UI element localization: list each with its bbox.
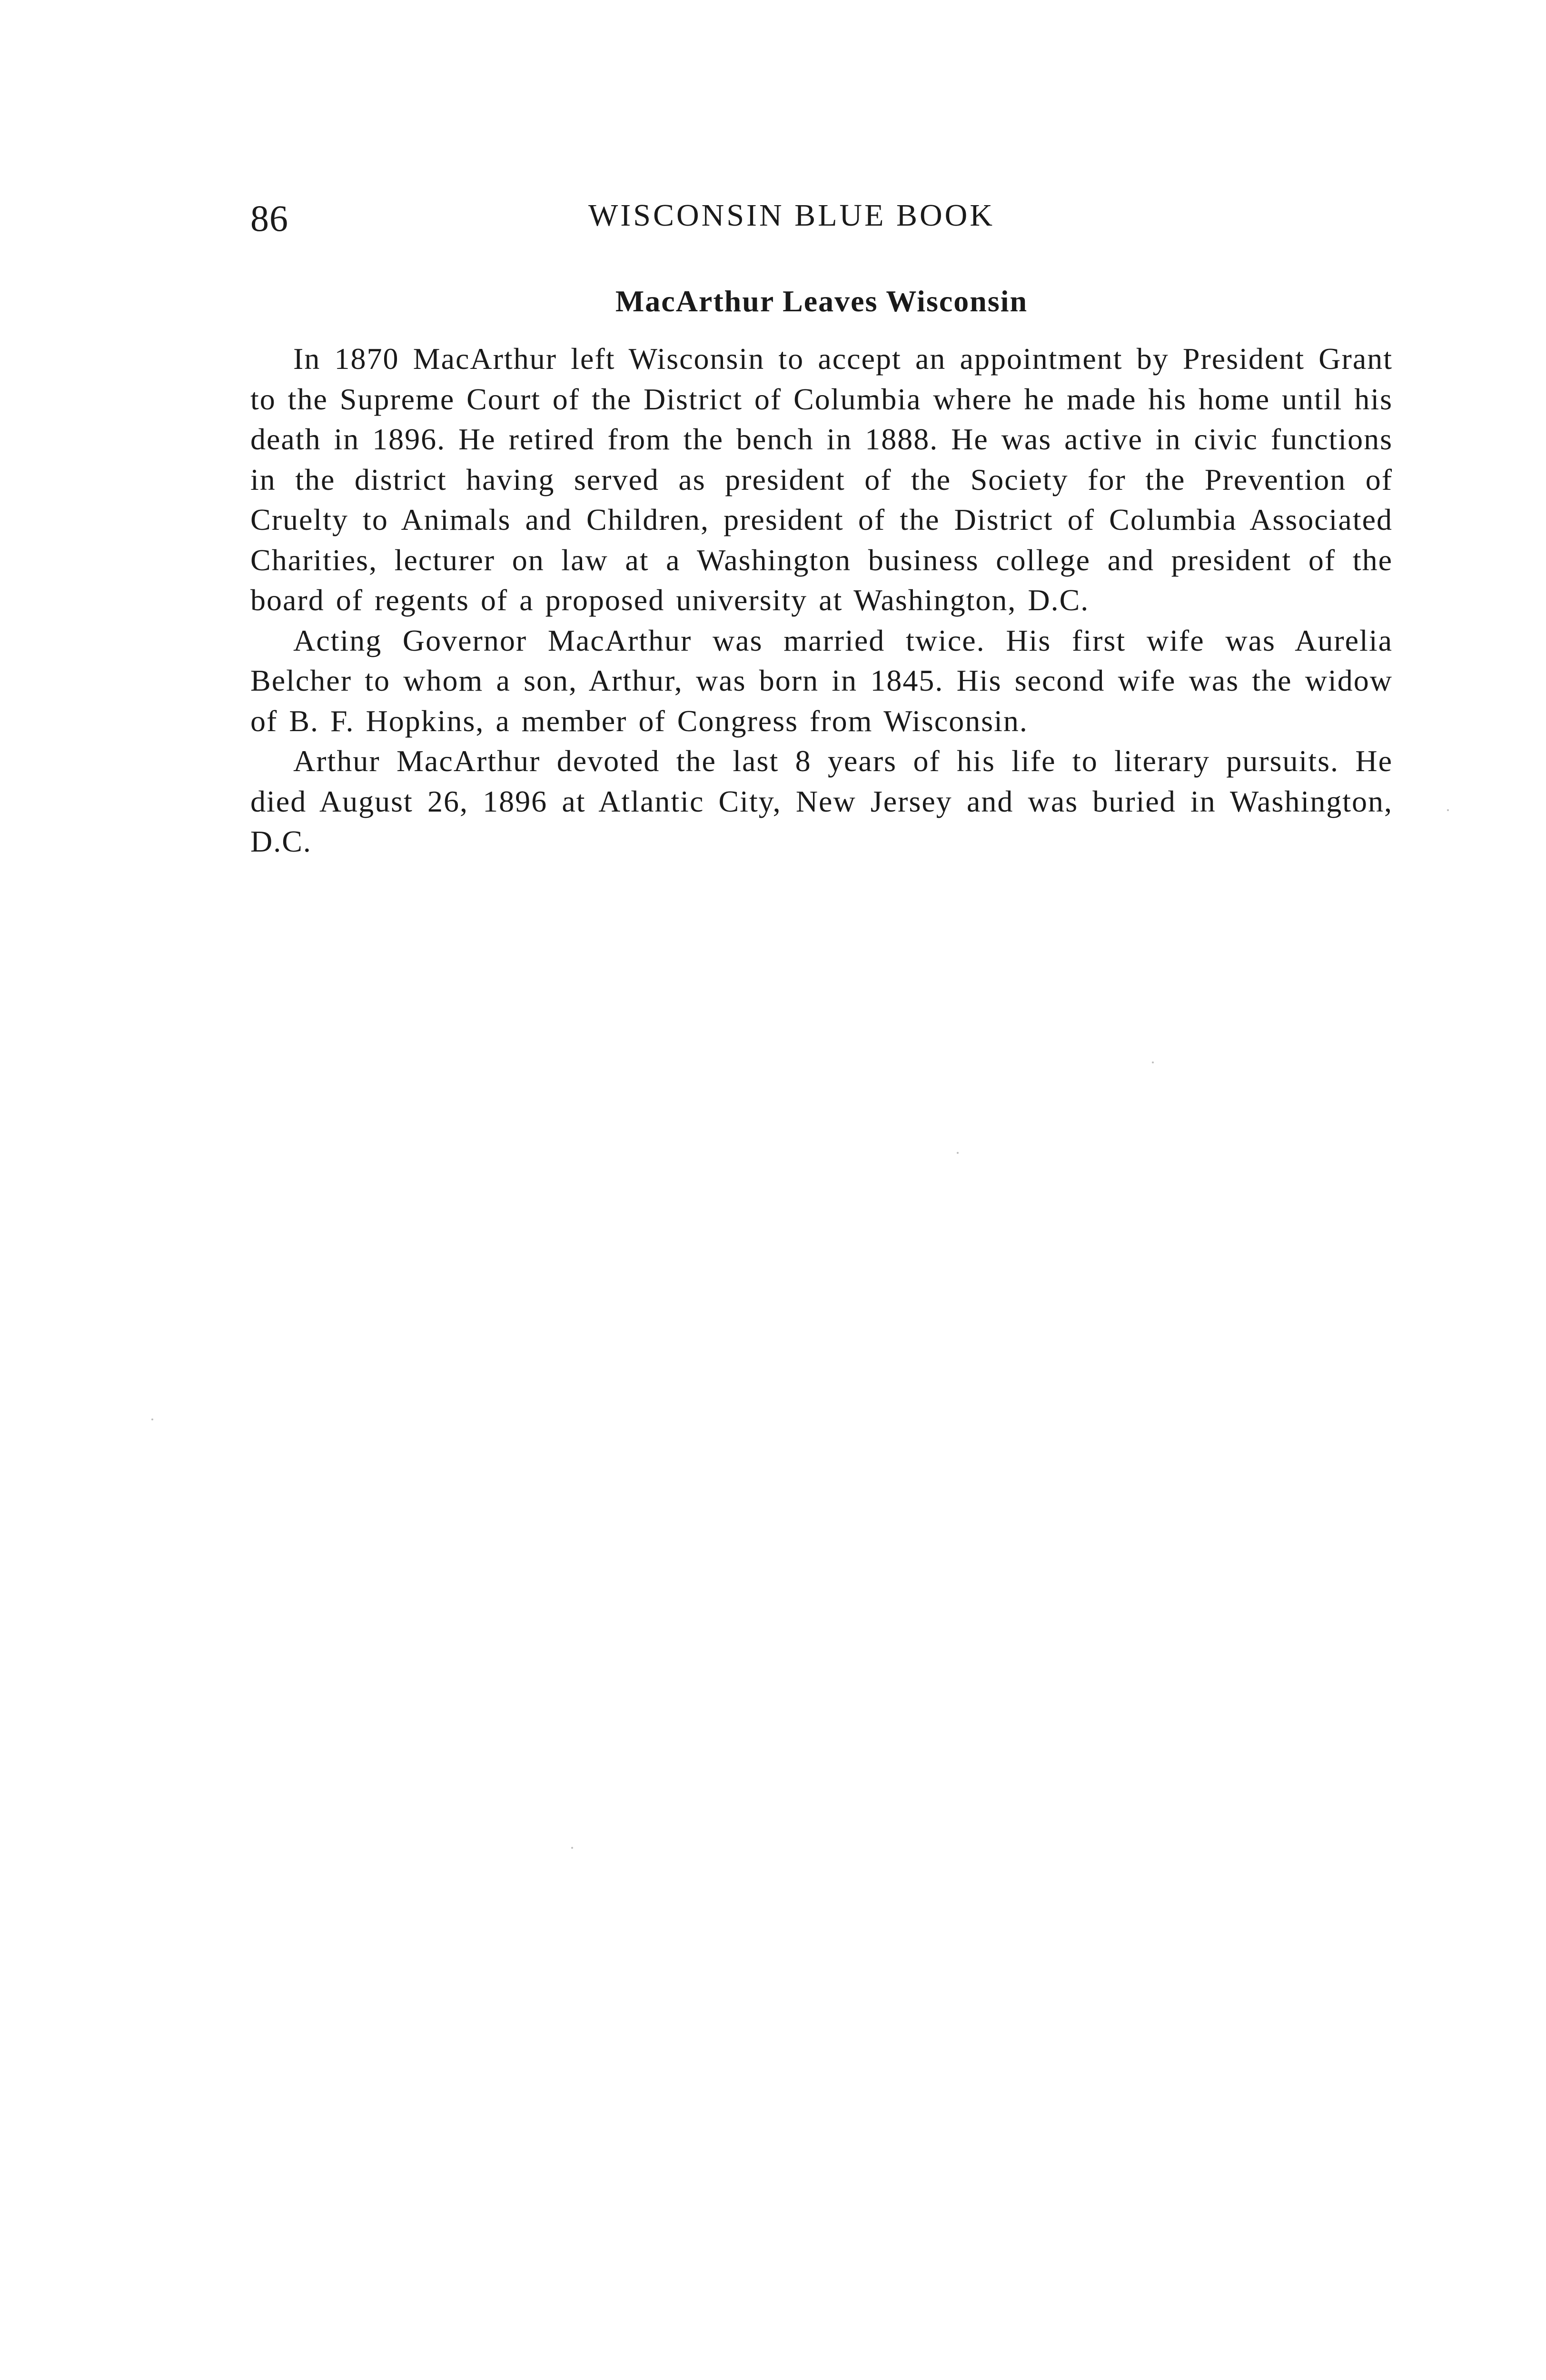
- page-number: 86: [250, 198, 288, 239]
- paper-speck: [571, 1847, 573, 1849]
- section-heading: MacArthur Leaves Wisconsin: [615, 284, 1028, 318]
- paper-speck: [1447, 809, 1449, 811]
- paper-speck: [1152, 1061, 1154, 1063]
- paragraph: In 1870 MacArthur left Wisconsin to accept an appointment by President Grant to the Supreme Court of the District of Columbia where he made his home until his death in 1896. He retired from the bench in 1888. He was active in civic functions in the district having served as president of the Society for the Prevention of Cruelty to Animals and Children, president of the District of Columbia Associated Charities, lecturer on law at a Washington business college and president of the board of regents of a proposed university at Washington, D.C.: [250, 342, 1393, 617]
- paragraph: Arthur MacArthur devoted the last 8 years of his life to literary pursuits. He died August 26, 1896 at Atlantic City, New Jersey and was buried in Washington, D.C.: [250, 744, 1393, 858]
- paragraph: Acting Governor MacArthur was married twice. His first wife was Aurelia Belcher to whom a son, Arthur, was born in 1845. His second wife was the widow of B. F. Hopkins, a member of Congress from Wisconsin.: [250, 623, 1393, 738]
- paper-speck: [151, 1418, 153, 1420]
- paper-speck: [957, 1152, 959, 1154]
- running-head: [250, 190, 1393, 248]
- body-text: [250, 339, 1393, 862]
- running-title: WISCONSIN BLUE BOOK: [588, 198, 995, 233]
